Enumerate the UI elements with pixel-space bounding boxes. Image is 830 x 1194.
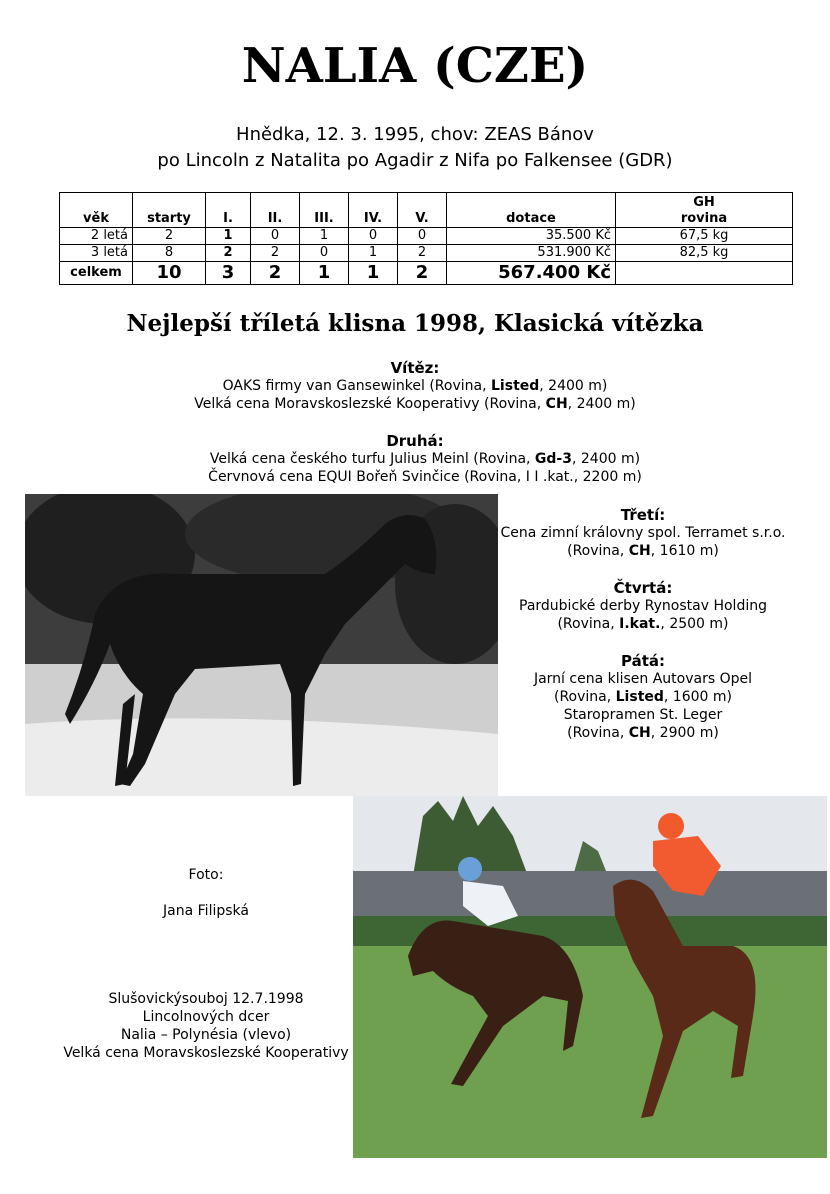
cell-first: 2 [206, 245, 251, 262]
cell-second: 2 [251, 245, 300, 262]
table-row [60, 228, 793, 245]
third-title: Třetí: [620, 506, 666, 524]
horse-silhouette-image [25, 494, 498, 796]
table-row [60, 245, 793, 262]
cell-total-gh [616, 262, 793, 285]
gh-header-line-1: GH [693, 195, 715, 210]
fifth-race-1: Jarní cena klisen Autovars Opel [533, 671, 753, 687]
race-photo [353, 796, 827, 1158]
cell-prize-money: 35.500 Kč [447, 228, 616, 245]
col-header-starts: starty [133, 193, 206, 228]
fourth-section [498, 579, 788, 633]
fifth-section [498, 652, 788, 742]
second-title: Druhá: [386, 432, 444, 450]
page-title: NALIA (CZE) [241, 38, 589, 94]
fourth-title: Čtvrtá: [613, 579, 673, 597]
caption-line-3: Nalia – Polynésia (vlevo) [120, 1027, 292, 1043]
col-header-third: III. [300, 193, 349, 228]
race-record-table [59, 192, 793, 285]
horse-info-line-1: Hnědka, 12. 3. 1995, chov: ZEAS Bánov [236, 124, 594, 145]
cell-fourth: 0 [349, 228, 398, 245]
col-header-age: věk [60, 193, 133, 228]
cell-third: 0 [300, 245, 349, 262]
cell-second: 0 [251, 228, 300, 245]
fourth-race-1: Pardubické derby Rynostav Holding [519, 598, 767, 614]
cell-fourth: 1 [349, 245, 398, 262]
cell-first: 1 [206, 228, 251, 245]
horse-info-line-2: po Lincoln z Natalita po Agadir z Nifa po Falkensee (GDR) [157, 150, 673, 171]
fifth-race-2: Staropramen St. Leger [563, 707, 723, 723]
winner-race-1: OAKS firmy van Gansewinkel (Rovina, Listed, 2400 m) [222, 378, 608, 394]
cell-age: 2 letá [60, 228, 133, 245]
cell-total-label: celkem [60, 262, 133, 285]
cell-total-first: 3 [206, 262, 251, 285]
cell-starts: 2 [133, 228, 206, 245]
race-photo-caption [56, 990, 356, 1062]
table-header-row [60, 193, 793, 228]
col-header-second: II. [251, 193, 300, 228]
second-section [0, 432, 830, 486]
cell-gh: 67,5 kg [616, 228, 793, 245]
col-header-prize-money: dotace [447, 193, 616, 228]
col-header-fifth: V. [398, 193, 447, 228]
cell-total-fourth: 1 [349, 262, 398, 285]
caption-line-1: Slušovickýsouboj 12.7.1998 [108, 991, 304, 1007]
cell-prize-money: 531.900 Kč [447, 245, 616, 262]
cell-starts: 8 [133, 245, 206, 262]
racing-horses-image [353, 796, 827, 1158]
cell-total-starts: 10 [133, 262, 206, 285]
second-race-1: Velká cena českého turfu Julius Meinl (Rovina, Gd-3, 2400 m) [209, 451, 641, 467]
fifth-title: Pátá: [620, 652, 665, 670]
winner-title: Vítěz: [390, 359, 440, 377]
fourth-race-1-details: (Rovina, I.kat., 2500 m) [557, 616, 729, 632]
third-race-1: Cena zimní královny spol. Terramet s.r.o. [500, 525, 786, 541]
second-race-2: Červnová cena EQUI Bořeň Svinčice (Rovina, I I .kat., 2200 m) [208, 469, 642, 485]
col-header-gh [616, 193, 793, 228]
cell-total-second: 2 [251, 262, 300, 285]
gh-header-line-2: rovina [680, 211, 728, 226]
cell-gh: 82,5 kg [616, 245, 793, 262]
cell-fifth: 2 [398, 245, 447, 262]
fifth-race-2-details: (Rovina, CH, 2900 m) [567, 725, 719, 741]
third-race-1-details: (Rovina, CH, 1610 m) [567, 543, 719, 559]
photo-credit-label: Foto: [188, 867, 224, 883]
third-section [498, 506, 788, 560]
col-header-first: I. [206, 193, 251, 228]
cell-fifth: 0 [398, 228, 447, 245]
table-total-row [60, 262, 793, 285]
col-header-fourth: IV. [349, 193, 398, 228]
caption-line-4: Velká cena Moravskoslezské Kooperativy [63, 1045, 349, 1061]
cell-age: 3 letá [60, 245, 133, 262]
cell-total-fifth: 2 [398, 262, 447, 285]
cell-total-prize-money: 567.400 Kč [447, 262, 616, 285]
winner-race-2: Velká cena Moravskoslezské Kooperativy (Rovina, CH, 2400 m) [194, 396, 636, 412]
winner-section [0, 359, 830, 413]
cell-third: 1 [300, 228, 349, 245]
photo-credit-name: Jana Filipská [163, 903, 249, 919]
caption-line-2: Lincolnových dcer [142, 1009, 270, 1025]
achievement-heading: Nejlepší tříletá klisna 1998, Klasická vítězka [126, 310, 704, 337]
fifth-race-1-details: (Rovina, Listed, 1600 m) [553, 689, 732, 705]
cell-total-third: 1 [300, 262, 349, 285]
horse-photo-standing [25, 494, 498, 796]
